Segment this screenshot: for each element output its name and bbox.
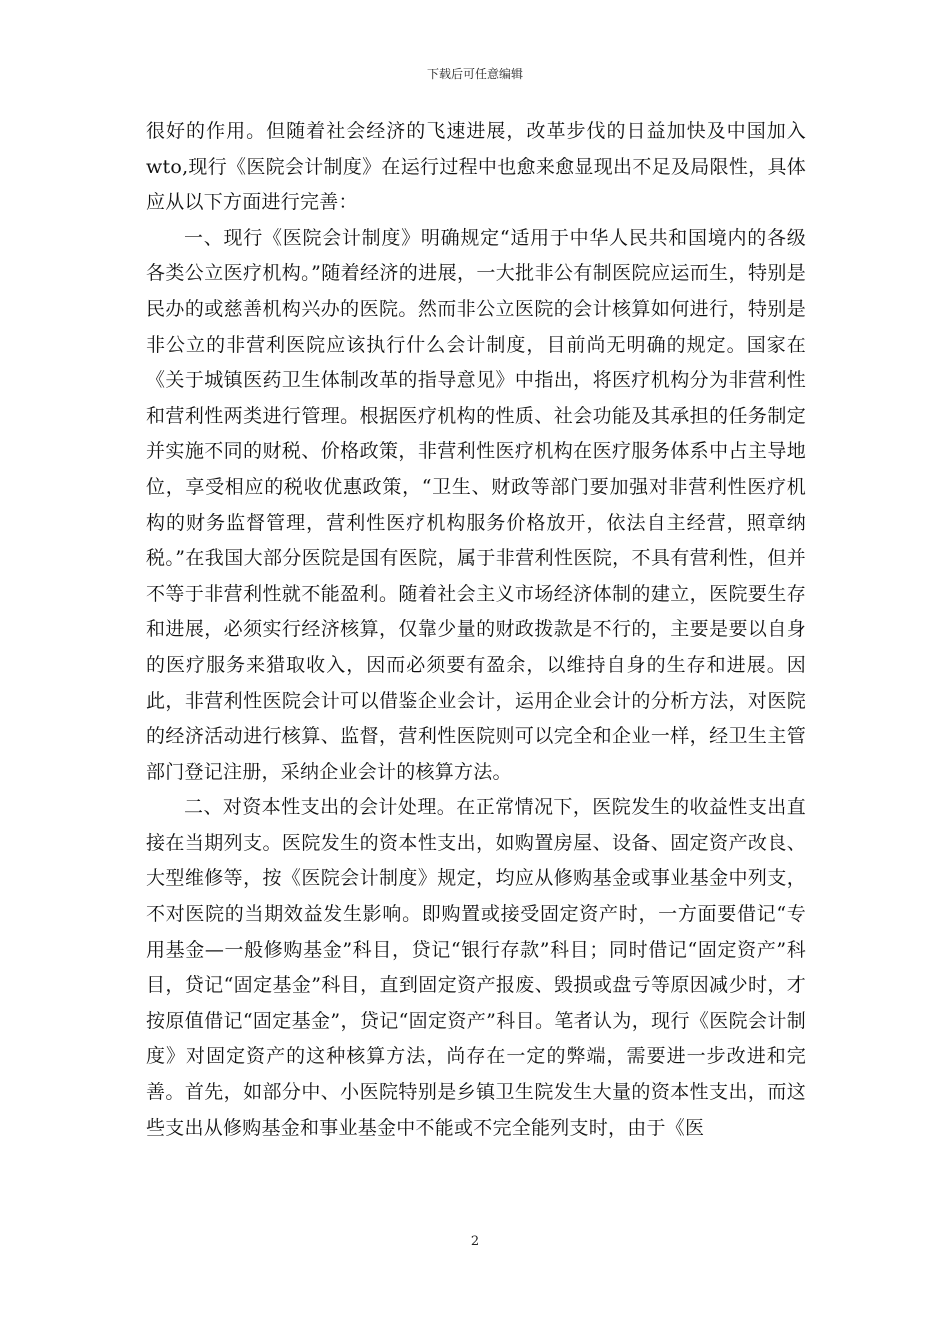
paragraph-section-two: 二、对资本性支出的会计处理。在正常情况下，医院发生的收益性支出直接在当期列支。医院发生的资本性支出，如购置房屋、设备、固定资产改良、大型维修等，按《医院会计制度》规定，均应从修购基金或事业基金中列支，不对医院的当期效益发生影响。即购置或接受固定资产时，一方面要借记“专用基金—一般修购基金”科目，贷记“银行存款”科目；同时借记“固定资产”科目，贷记“固定基金”科目，直到固定资产报废、毁损或盘亏等原因减少时，才按原值借记“固定基金”，贷记“固定资产”科目。笔者认为，现行《医院会计制度》对固定资产的这种核算方法，尚存在一定的弊端，需要进一步改进和完善。首先，如部分中、小医院特别是乡镇卫生院发生大量的资本性支出，而这些支出从修购基金和事业基金中不能或不完全能列支时，由于《医	[146, 796, 806, 1139]
paragraph-continuation: 很好的作用。但随着社会经济的飞速进展，改革步伐的日益加快及中国加入wto,现行《医院会计制度》在运行过程中也愈来愈显现出不足及局限性，具体应从以下方面进行完善：	[146, 120, 806, 214]
page-header: 下载后可任意编辑	[426, 67, 523, 81]
paragraph-section-one: 一、现行《医院会计制度》明确规定“适用于中华人民共和国境内的各级各类公立医疗机构。”随着经济的进展，一大批非公有制医院应运而生，特别是民办的或慈善机构兴办的医院。然而非公立医院的会计核算如何进行，特别是非公立的非营利医院应该执行什么会计制度，目前尚无明确的规定。国家在《关于城镇医药卫生体制改革的指导意见》中指出，将医疗机构分为非营利性和营利性两类进行管理。根据医疗机构的性质、社会功能及其承担的任务制定并实施不同的财税、价格政策，非营利性医疗机构在医疗服务体系中占主导地位，享受相应的税收优惠政策，“卫生、财政等部门要加强对非营利性医疗机构的财务监督管理，营利性医疗机构服务价格放开，依法自主经营，照章纳税。”在我国大部分医院是国有医院，属于非营利性医院，不具有营利性，但并不等于非营利性就不能盈利。随着社会主义市场经济体制的建立，医院要生存和进展，必须实行经济核算，仅靠少量的财政拨款是不行的，主要是要以自身的医疗服务来猎取收入，因而必须要有盈余，以维持自身的生存和进展。因此，非营利性医院会计可以借鉴企业会计，运用企业会计的分析方法，对医院的经济活动进行核算、监督，营利性医院则可以完全和企业一样，经卫生主管部门登记注册，采纳企业会计的核算方法。	[146, 226, 806, 783]
document-body	[146, 114, 806, 1146]
page-number: 2	[470, 1234, 480, 1249]
